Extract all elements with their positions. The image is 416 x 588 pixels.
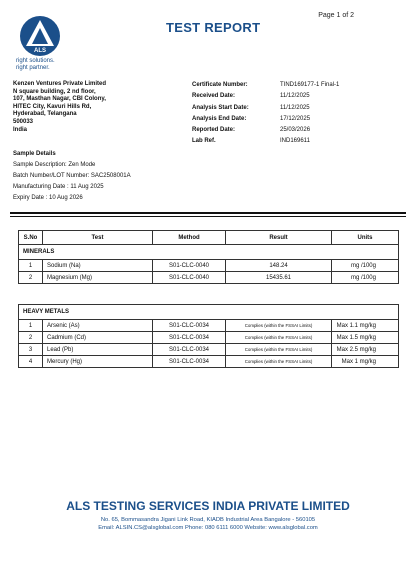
cert-row: Analysis Start Date: 11/12/2025	[192, 104, 310, 111]
als-logo-icon	[16, 14, 68, 58]
table-row: 2 Cadmium (Cd) S01-CLC-0034 Complies (within the FSSAI Limits) Max 1.5 mg/kg	[19, 332, 399, 344]
address-line: 500033	[13, 118, 34, 125]
tagline-line-2: right partner.	[16, 65, 50, 71]
sample-description: Sample Description: Zen Mode	[13, 162, 96, 168]
table-row: 2 Magnesium (Mg) S01-CLC-0040 15435.61 mg /100g	[19, 272, 399, 284]
col-method: Method	[153, 231, 226, 245]
logo-text: ALS	[34, 48, 46, 54]
sample-details	[13, 149, 131, 204]
col-result: Result	[226, 231, 332, 245]
report-title: TEST REPORT	[166, 20, 261, 35]
table-row: 1 Arsenic (As) S01-CLC-0034 Complies (within the FSSAI Limits) Max 1.1 mg/kg	[19, 320, 399, 332]
divider	[10, 212, 406, 214]
address-line: HITEC City, Kavuri Hills Rd,	[13, 103, 92, 110]
tagline	[16, 58, 55, 72]
col-sno: S.No	[19, 231, 43, 245]
footer-company: ALS TESTING SERVICES INDIA PRIVATE LIMITED	[66, 499, 350, 513]
table-row: 3 Lead (Pb) S01-CLC-0034 Complies (within the FSSAI Limits) Max 2.5 mg/kg	[19, 344, 399, 356]
heavy-metals-label: HEAVY METALS	[19, 305, 399, 320]
sample-expiry-date: Expiry Date : 10 Aug 2026	[13, 195, 83, 201]
sample-heading: Sample Details	[13, 151, 56, 157]
address-line: N square building, 2 nd floor,	[13, 88, 96, 95]
divider	[10, 216, 406, 217]
tagline-line-1: right solutions.	[16, 58, 55, 64]
footer-contact-line: Email: ALSIN.CS@alsglobal.com Phone: 080 6111 6000 Website: www.alsglobal.com	[98, 525, 318, 531]
page-number: Page 1 of 2	[318, 12, 354, 19]
table-header-row	[19, 231, 399, 245]
address-line: 107, Masthan Nagar, CBI Colony,	[13, 96, 106, 103]
cert-row: Analysis End Date: 17/12/2025	[192, 115, 311, 122]
col-units: Units	[332, 231, 399, 245]
address-line: India	[13, 126, 28, 133]
cert-row: Received Date: 11/12/2025	[192, 93, 310, 100]
table-row: 1 Sodium (Na) S01-CLC-0040 148.24 mg /100g	[19, 260, 399, 272]
footer-address	[0, 516, 416, 532]
col-test: Test	[43, 231, 153, 245]
address-line: Hyderabad, Telangana	[13, 111, 77, 118]
certificate-details	[192, 80, 339, 148]
client-address	[13, 81, 106, 134]
table-row: 4 Mercury (Hg) S01-CLC-0034 Complies (within the FSSAI Limits) Max 1 mg/kg	[19, 356, 399, 368]
cert-row: Certificate Number: TIND169177-1 Final-1	[192, 82, 340, 88]
client-name: Kenzen Ventures Private Limited	[13, 81, 107, 87]
group-row	[19, 305, 399, 320]
cert-row: Lab Ref. IND169611	[192, 138, 310, 145]
group-row	[19, 245, 399, 260]
footer-address-line: No. 65, Bommasandra Jigani Link Road, KIADB Industrial Area Bangalore - 560105	[100, 517, 316, 523]
cert-row: Reported Date: 25/03/2026	[192, 127, 311, 134]
sample-batch: Batch Number/LOT Number: SAC2508001A	[13, 173, 131, 179]
minerals-table	[18, 230, 399, 284]
minerals-label: MINERALS	[19, 245, 399, 260]
heavy-metals-table	[18, 304, 399, 368]
sample-mfg-date: Manufacturing Date : 11 Aug 2025	[13, 184, 104, 190]
